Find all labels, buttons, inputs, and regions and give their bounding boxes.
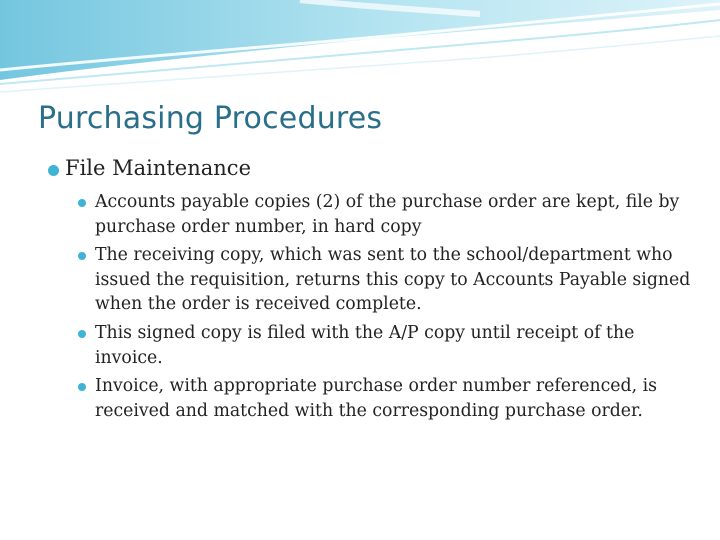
list-item-text: The receiving copy, which was sent to the school/department who issued the requisition, returns this copy to Accounts Payable signed when the order is received complete. <box>95 245 691 315</box>
bullet-dot-icon <box>78 199 86 207</box>
bullet-dot-icon <box>78 330 86 338</box>
list-item-text: This signed copy is filed with the A/P copy until receipt of the invoice. <box>95 322 635 368</box>
bullet-dot-icon <box>78 383 86 391</box>
list-item-text: Invoice, with appropriate purchase order number referenced, is received and matched with the corresponding purchase order. <box>95 376 657 421</box>
heading-bullet <box>48 156 688 180</box>
list-item <box>78 374 693 423</box>
slide-title: Purchasing Procedures <box>38 101 383 136</box>
list-item <box>78 190 693 239</box>
bullet-dot-icon <box>78 252 86 260</box>
list-item <box>78 243 693 317</box>
heading-text: File Maintenance <box>65 156 251 180</box>
list-item-text: Accounts payable copies (2) of the purchase order are kept, file by purchase order number, in hard copy <box>95 192 680 237</box>
list-item <box>78 321 693 370</box>
bullet-dot-icon <box>48 165 59 176</box>
sub-bullet-list <box>78 190 693 427</box>
decorative-wave-banner <box>0 0 720 100</box>
